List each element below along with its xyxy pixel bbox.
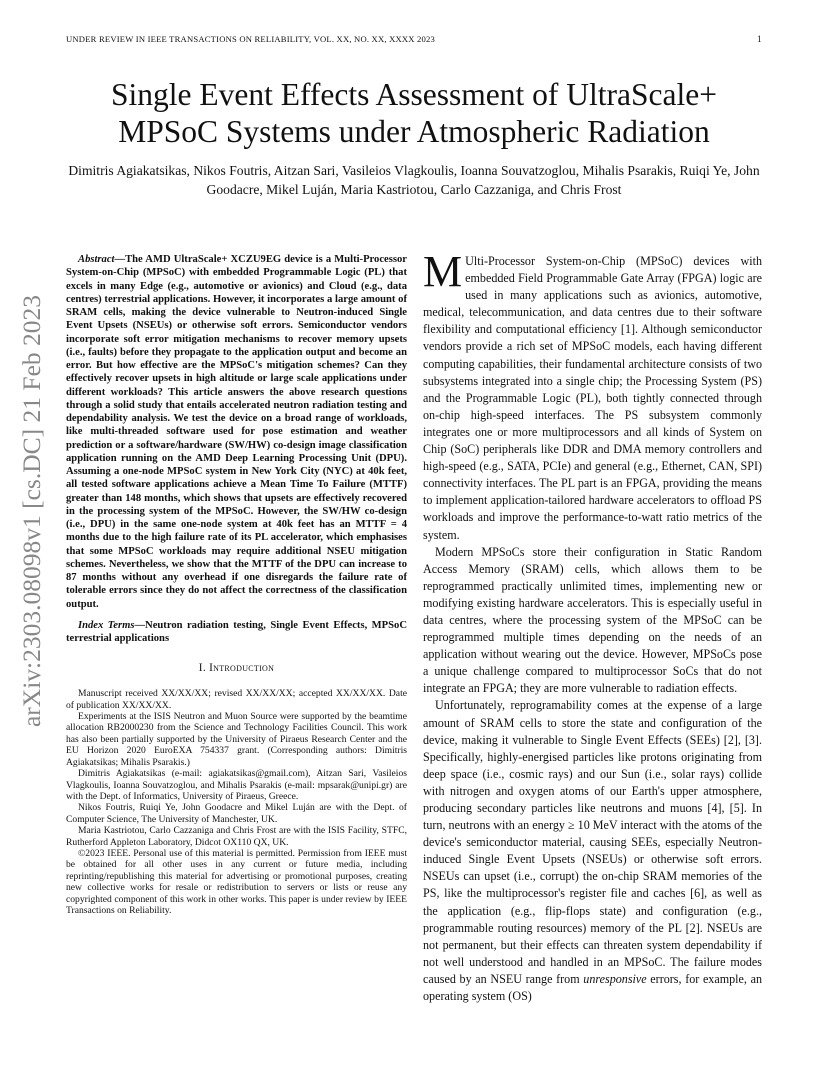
abstract-lead: Abstract xyxy=(78,254,115,265)
abstract-text: —The AMD UltraScale+ XCZU9EG device is a Multi-Processor System-on-Chip (MPSoC) with embedded Programmable Logic (PL) that excels in many Edge (e.g., automotive or avionics) and Cloud (e.g., data centres) terrestrial applications. However, it incorporates a large amount of SRAM cells, making the device vulnerable to Neutron-induced Single Event Upsets (NSEUs) or otherwise soft errors. Semiconductor vendors incorporate soft error mitigation mechanisms to recover memory upsets (i.e., faults) before they propagate to the application output and become an error. But how effective are the MPSoC's mitigation schemes? Can they effectively recover upsets in high altitude or large scale applications under different workloads? This article answers the above research questions through a solid study that entails accelerated neutron radiation testing and dependability analysis. We test the device on a broad range of workloads, like multi-threaded software used for pose estimation and weather prediction or a software/hardware (SW/HW) co-design image classification application running on the AMD Deep Learning Processing Unit (DPU). Assuming a one-node MPSoC system in New York City (NYC) at 40k feet, all tested software applications achieve a Mean Time To Failure (MTTF) greater than 148 months, which shows that upsets are effectively recovered in the processing system of the MPSoC. However, the SW/HW co-design (i.e., DPU) in the same one-node system at 40k feet has an MTTF = 4 months due to the high failure rate of its PL accelerator, which emphasises that some MPSoC workloads may require additional NSEU mitigation schemes. Nevertheless, we show that the MTTF of the DPU can increase to 87 months without any overhead if one disregards the failure rate of tolerable errors since they do not affect the correctness of the classification output. xyxy=(66,254,407,610)
index-terms-lead: Index Terms xyxy=(78,619,135,631)
paper-title: Single Event Effects Assessment of UltraScale+ MPSoC Systems under Atmospheric Radiation xyxy=(111,77,717,149)
author-list: Dimitris Agiakatsikas, Nikos Foutris, Aitzan Sari, Vasileios Vlagkoulis, Ioanna Souvatzoglou, Mihalis Psarakis, Ruiqi Ye, John Goodacre, Mikel Luján, Maria Kastriotou, Carlo Cazzaniga, and Chris Frost xyxy=(68,163,760,197)
page-number: 1 xyxy=(757,34,762,44)
footnote-copyright: ©2023 IEEE. Personal use of this material is permitted. Permission from IEEE must be obtained for all other uses in any current or future media, including reprinting/republishing this material for advertising or promotional purposes, creating new collective works for resale or redistribution to servers or lists or reuse any copyrighted component of this work in other works. This paper is under review by IEEE Transactions on Reliability. xyxy=(66,847,407,916)
abstract xyxy=(66,253,407,611)
left-column xyxy=(66,253,407,916)
footnote-affiliation-isis: Maria Kastriotou, Carlo Cazzaniga and Chris Frost are with the ISIS Facility, STFC, Rutherford Appleton Laboratory, Didcot OX110 QX, UK. xyxy=(66,825,407,848)
footnote-affiliation-manchester: Nikos Foutris, Ruiqi Ye, John Goodacre and Mikel Luján are with the Dept. of Computer Science, The University of Manchester, UK. xyxy=(66,802,407,825)
intro-paragraph-1 xyxy=(423,247,762,544)
intro-paragraph-3-tail: errors, for example, an operating system (OS) xyxy=(423,971,762,1004)
index-terms-text: —Neutron radiation testing, Single Event Effects, MPSoC terrestrial applications xyxy=(66,619,407,644)
footnote-funding: Experiments at the ISIS Neutron and Muon Source were supported by the beamtime allocation RB2000230 from the Science and Technology Facilities Council. This work has also been partially supported by the University of Piraeus Research Center and the EU Horizon 2020 EuroEXA 754337 grant. (Corresponding authors: Dimitris Agiakatsikas; Mihalis Psarakis.) xyxy=(66,711,407,768)
intro-paragraph-3 xyxy=(423,697,762,1005)
intro-paragraph-1-text: Ulti-Processor System-on-Chip (MPSoC) devices with embedded Field Programmable Gate Array (FPGA) logic are used in many applications such as avionics, automotive, medical, telecommunication, and data centres due to their software flexibility and computational efficiency [1]. Although semiconductor vendors provide a rich set of MPSoC models, each having different computing capabilities, their fundamental architecture consists of two subsystems integrated into a single chip; the Processing System (PS) and the Programmable Logic (PL), both tightly connected through on-chip high-speed interfaces. The PS subsystem commonly integrates one or more multiprocessors and all kinds of System on Chip (SoC) peripherals like DDR and DMA memory controllers and high-speed (e.g., SATA, PCIe) and general (e.g., Ethernet, CAN, SPI) connectivity interfaces. The PL part is an FPGA, providing the means to implement application-tailored hardware accelerators to offload PS workloads and improve the performance-to-watt ratio metrics of the system. xyxy=(423,254,762,542)
index-terms xyxy=(66,619,407,646)
section-heading: I. Introduction xyxy=(198,662,275,675)
footnote-affiliation-piraeus: Dimitris Agiakatsikas (e-mail: agiakatsikas@gmail.com), Aitzan Sari, Vasileios Vlagkoulis, Ioanna Souvatzoglou, and Mihalis Psarakis (e-mail: mpsarak@unipi.gr) are with the Dept. of Informatics, University of Piraeus, Greece. xyxy=(66,768,407,802)
footnote-manuscript: Manuscript received XX/XX/XX; revised XX/XX/XX; accepted XX/XX/XX. Date of publication XX/XX/XX. xyxy=(66,688,407,711)
emphasis-unresponsive: unresponsive xyxy=(583,971,647,986)
footnotes xyxy=(66,688,407,916)
intro-paragraph-2: Modern MPSoCs store their configuration in Static Random Access Memory (SRAM) cells, which allows them to be reprogrammed practically unlimited times, implementing new or modifying existing hardware accelerators. This is especially useful in data centres, where the processing system of the MPSoC can be reprogrammed multiple times depending on the needs of an application without wearing out the device. However, MPSoCs pose a unique challenge compared to multiprocessor SoCs that do not integrate an FPGA; they are more vulnerable to radiation effects. xyxy=(423,544,762,696)
dropcap-letter: M xyxy=(423,247,463,296)
right-column xyxy=(423,247,762,1005)
arxiv-stamp: arXiv:2303.08098v1 [cs.DC] 21 Feb 2023 xyxy=(17,294,46,728)
intro-paragraph-3-text: Unfortunately, reprogramability comes at the expense of a large amount of SRAM cells to store the state and configuration of the device, making it vulnerable to Single Event Effects (SEEs) [2], [3]. Specifically, highly-energised particles like protons originating from deep space (i.e., cosmic rays) and our Sun (i.e., solar rays) collide with nitrogen and oxygen atoms of our Earth's upper atmosphere, producing secondary particles like neutrons and muons [4], [5]. In turn, neutrons with an energy ≥ 10 MeV interact with the atoms of the device's semiconductor material, causing SEEs, especially Neutron-induced Single Event Upsets (NSEUs) or otherwise soft errors. NSEUs can upset (i.e., corrupt) the on-chip SRAM memories of the PS, like the multiprocessor's register file and caches [6], as well as the application (e.g., flip-flops state) and configuration (e.g., programmable routing resources) memory of the PL [2]. NSEUs are not permanent, but their effects can threaten system dependability if not well understood and handled in an MPSoC. The failure modes caused by an NSEU range from xyxy=(423,698,762,986)
running-head: UNDER REVIEW IN IEEE TRANSACTIONS ON RELIABILITY, VOL. XX, NO. XX, XXXX 2023 xyxy=(66,34,436,44)
